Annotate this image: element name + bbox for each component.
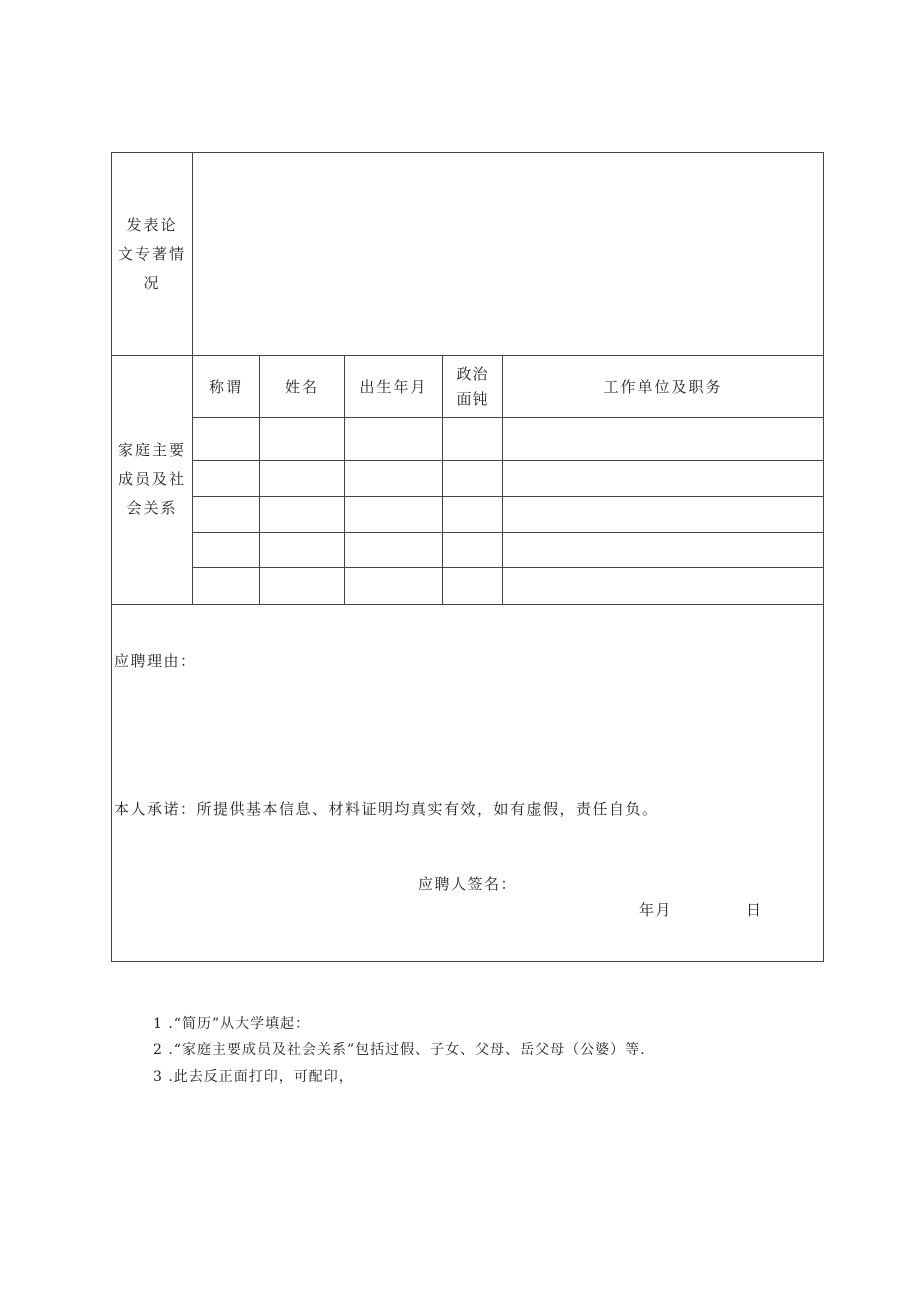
family-row-4-birth[interactable] bbox=[345, 533, 442, 567]
publications-label-line-3: 况 bbox=[143, 274, 161, 292]
family-row-5-work[interactable] bbox=[503, 568, 823, 604]
family-row-3-political[interactable] bbox=[443, 497, 502, 532]
family-row-1-political[interactable] bbox=[443, 418, 502, 460]
header-political bbox=[443, 356, 502, 417]
divider-family-reason bbox=[112, 604, 823, 605]
family-row-5-birth[interactable] bbox=[345, 568, 442, 604]
family-row-4-work[interactable] bbox=[503, 533, 823, 567]
family-row-3-birth[interactable] bbox=[345, 497, 442, 532]
family-row-2-work[interactable] bbox=[503, 461, 823, 496]
family-row-3-title[interactable] bbox=[193, 497, 259, 532]
family-row-2-political[interactable] bbox=[443, 461, 502, 496]
publications-label-line-1: 发表论 bbox=[126, 216, 178, 234]
note-2: 2 .“家庭主要成员及社会关系”包括过假、子女、父母、岳父母（公婆）等. bbox=[153, 1042, 646, 1058]
note-3: 3 .此去反正面打印，可配印， bbox=[153, 1069, 354, 1085]
family-label-line-1: 家庭主要 bbox=[117, 441, 186, 459]
pledge-text: 本人承诺：所提供基本信息、材料证明均真实有效，如有虚假，责任自负。 bbox=[114, 800, 659, 818]
family-row-4-title[interactable] bbox=[193, 533, 259, 567]
family-row-2-name[interactable] bbox=[260, 461, 344, 496]
family-row-4-political[interactable] bbox=[443, 533, 502, 567]
date-year-month: 年月 bbox=[639, 901, 673, 919]
publications-label bbox=[112, 211, 192, 298]
publications-content-field[interactable] bbox=[193, 153, 823, 355]
family-row-1-birth[interactable] bbox=[345, 418, 442, 460]
family-label-line-3: 会关系 bbox=[126, 499, 178, 517]
date-day: 日 bbox=[746, 901, 763, 919]
header-name: 姓名 bbox=[284, 378, 319, 396]
publications-label-line-2: 文专著情 bbox=[117, 245, 186, 263]
family-label bbox=[112, 436, 192, 523]
family-row-4-name[interactable] bbox=[260, 533, 344, 567]
header-work: 工作单位及职务 bbox=[603, 378, 723, 396]
header-political-line-1: 政治 bbox=[456, 364, 489, 383]
family-row-1-name[interactable] bbox=[260, 418, 344, 460]
family-row-3-name[interactable] bbox=[260, 497, 344, 532]
family-row-5-political[interactable] bbox=[443, 568, 502, 604]
note-1: 1 .“简历”从大学填起： bbox=[153, 1016, 311, 1032]
application-form bbox=[111, 152, 824, 962]
family-row-3-work[interactable] bbox=[503, 497, 823, 532]
family-row-1-work[interactable] bbox=[503, 418, 823, 460]
family-row-2-title[interactable] bbox=[193, 461, 259, 496]
family-row-2-birth[interactable] bbox=[345, 461, 442, 496]
signature-label: 应聘人签名： bbox=[418, 875, 518, 893]
family-row-5-name[interactable] bbox=[260, 568, 344, 604]
reason-label: 应聘理由： bbox=[114, 652, 197, 670]
family-label-line-2: 成员及社 bbox=[117, 470, 186, 488]
family-row-5-title[interactable] bbox=[193, 568, 259, 604]
family-row-1-title[interactable] bbox=[193, 418, 259, 460]
header-birth: 出生年月 bbox=[359, 378, 428, 396]
header-title: 称谓 bbox=[208, 378, 243, 396]
header-political-line-2: 面钝 bbox=[456, 389, 489, 408]
